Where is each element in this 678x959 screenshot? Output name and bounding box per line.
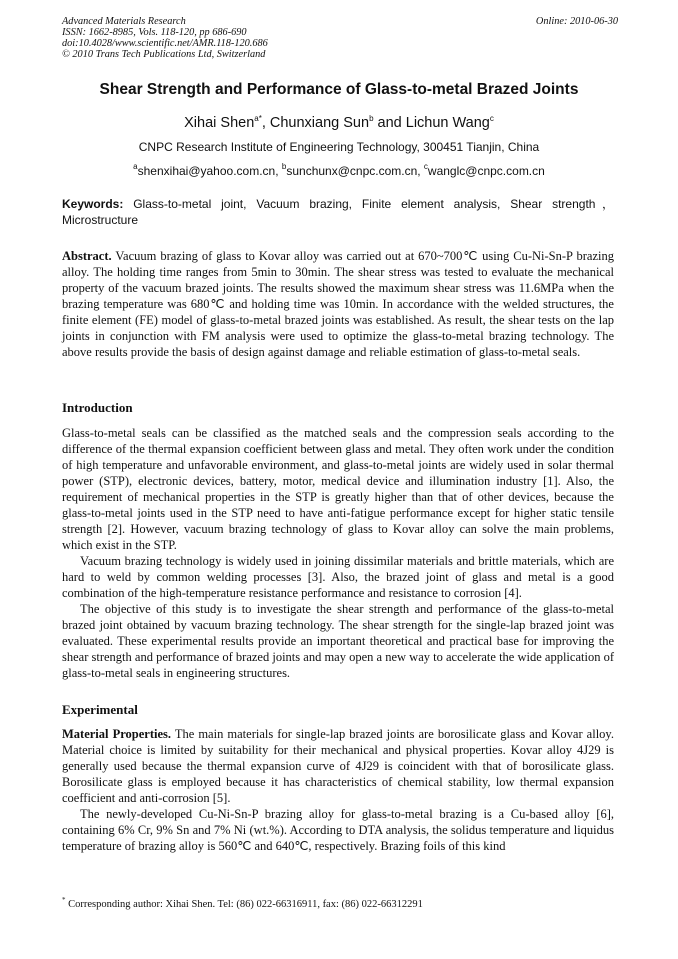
keywords-text: Glass-to-metal joint, Vacuum brazing, Finite element analysis, Shear strength，Microstructure (62, 197, 614, 227)
paragraph: Glass-to-metal seals can be classified as the matched seals and the compression seals according to the difference of the thermal expansion coefficient between glass and metal. They often work under the condition of high temperature and unfavorable environment, and glass-to-metal joints are widely used in solar thermal power (STP), electronic devices, battery, motor, medical device and illumination industry [1]. Also, the requirement of mechanical properties in the STP is greatly higher than that of other devices, because the glass-to-metal joints used in the STP need to have anti-fatigue performance except for higher static tensile strength [2]. However, vacuum brazing technology of glass to Kovar alloy can solve the main problems, which exist in the STP. (62, 426, 614, 552)
abstract-label: Abstract. (62, 249, 112, 263)
paragraph-text: The main materials for single-lap brazed joints are borosilicate glass and Kovar alloy. Material choice is limited by suitability for their mechanical and physical properties. Kovar alloy 4J29 is generally used because the thermal expansion curve of 4J29 is coincident with that of borosilicate glass. Borosilicate glass is employed because it has characteristics of chemical stability, low thermal expansion coefficient and anti-corrosion [5]. (62, 727, 614, 805)
introduction-section (62, 425, 614, 681)
email-superscript: c (423, 162, 428, 171)
email-superscript: b (281, 162, 287, 171)
abstract-text: Vacuum brazing of glass to Kovar alloy was carried out at 670~700℃ using Cu-Ni-Sn-P brazing alloy. The holding time ranges from 5min to 30min. The shear stress was tested to evaluate the mechanical property of the vacuum brazed joints. The results showed the maximum shear stress was 11.6MPa when the brazing temperature was 680℃ and holding time was 10min. In accordance with the welded structures, the finite element (FE) model of glass-to-metal brazed joints was established. As result, the shear tests on the lap joints in conjunction with FM analysis were used to optimize the glass-to-metal brazing technology. The above results provide the basis of design against damage and reliable estimation of glass-to-metal seals. (62, 249, 614, 359)
author-superscript: b (369, 114, 374, 123)
email-address: wanglc@cnpc.com.cn (427, 164, 545, 178)
email-list (0, 162, 678, 178)
author-list (0, 114, 678, 131)
paper-title: Shear Strength and Performance of Glass-to-metal Brazed Joints (99, 81, 579, 98)
paragraph (62, 726, 614, 806)
author-name: Xihai Shen (184, 115, 255, 131)
footnote-text: Corresponding author: Xihai Shen. Tel: (86) 022-66316911, fax: (86) 022-66312291 (65, 899, 423, 910)
experimental-heading: Experimental (62, 702, 138, 717)
introduction-heading: Introduction (62, 400, 133, 415)
footnote-marker: * (62, 896, 66, 904)
author-name: Lichun Wang (405, 115, 490, 131)
issn-line: ISSN: 1662-8985, Vols. 118-120, pp 686-690 (62, 27, 247, 38)
author-separator: and (373, 115, 406, 131)
paragraph: The objective of this study is to investigate the shear strength and performance of the glass-to-metal brazed joint obtained by vacuum brazing technology. The shear strength for the single-lap brazed joint was evaluated. These experimental results provide an important theoretical and practical base for improving the shear strength and performance of brazed joints and may open a new way to accelerate the wide application of glass-to-metal seals in engineering structures. (62, 602, 614, 680)
author-name: Chunxiang Sun (269, 115, 370, 131)
author-superscript: a* (254, 114, 262, 123)
email-superscript: a (133, 162, 138, 171)
experimental-section (62, 726, 614, 854)
author-separator: , (261, 115, 270, 131)
abstract (62, 248, 614, 360)
journal-header (62, 16, 618, 60)
email-address: shenxihai@yahoo.com.cn, (137, 164, 282, 178)
online-date: Online: 2010-06-30 (535, 16, 618, 27)
paragraph: Vacuum brazing technology is widely used in joining dissimilar materials and brittle materials, which are hard to weld by common welding processes [3]. Also, the brazed joint of glass and metal is a good combination of the high-temperature resistance performance and resistance to corrosion [4]. (62, 554, 614, 600)
keywords-label: Keywords: (62, 197, 124, 211)
author-superscript: c (489, 114, 494, 123)
paragraph: The newly-developed Cu-Ni-Sn-P brazing alloy for glass-to-metal brazing is a Cu-based alloy [6], containing 6% Cr, 9% Sn and 7% Ni (wt.%). According to DTA analysis, the solidus temperature and liquidus temperature of brazing alloy is 560℃ and 640℃, respectively. Brazing foils of this kind (62, 807, 614, 853)
copyright-line: © 2010 Trans Tech Publications Ltd, Switzerland (62, 49, 266, 60)
corresponding-author-footnote (62, 896, 614, 910)
email-address: sunchunx@cnpc.com.cn, (286, 164, 424, 178)
doi-line: doi:10.4028/www.scientific.net/AMR.118-120.686 (62, 38, 268, 49)
material-properties-label: Material Properties. (62, 727, 171, 741)
keywords (62, 197, 614, 228)
affiliation: CNPC Research Institute of Engineering Technology, 300451 Tianjin, China (138, 140, 540, 154)
journal-name: Advanced Materials Research (62, 16, 186, 27)
